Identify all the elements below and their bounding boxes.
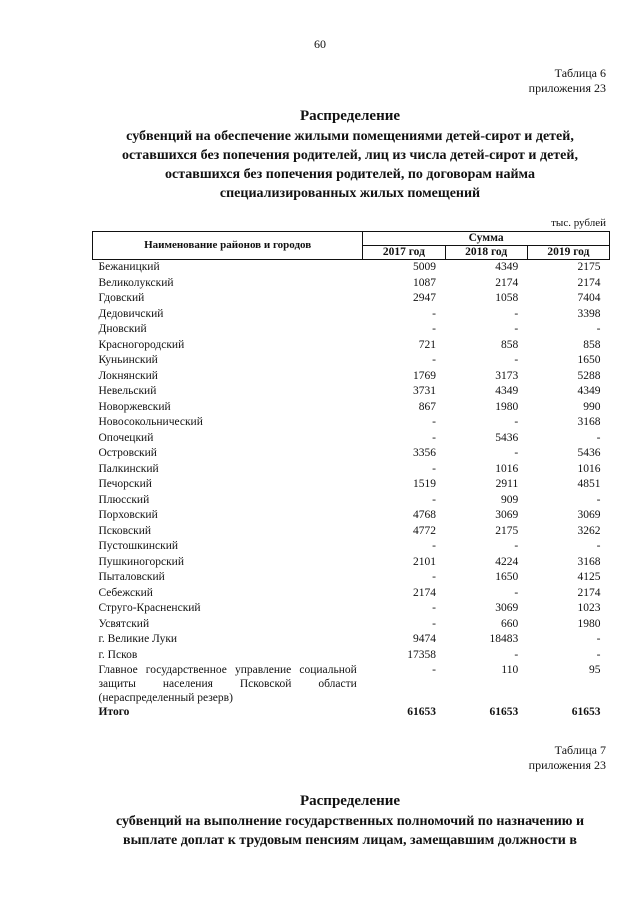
- table6-heading-line3: оставшихся без попечения родителей, по договорам найма: [165, 167, 535, 182]
- table6-heading: [80, 107, 620, 203]
- table-row: [93, 663, 610, 705]
- value-2017: 2101: [413, 555, 436, 568]
- value-2017: 4768: [413, 509, 436, 521]
- district-name: Псковский: [98, 524, 152, 537]
- value-2019: 3398: [577, 307, 601, 320]
- value-2017: 1519: [413, 478, 436, 490]
- value-2018: -: [514, 307, 519, 320]
- col-header-year-2019: 2019 год: [527, 246, 609, 260]
- value-2019: -: [596, 648, 601, 661]
- table-row: [93, 524, 610, 540]
- value-2019: 2175: [577, 261, 601, 273]
- table-row: [93, 322, 610, 338]
- table-row: [93, 446, 610, 462]
- value-2019: 990: [583, 400, 601, 413]
- value-2019: 4125: [577, 571, 601, 583]
- value-2017: -: [432, 416, 436, 428]
- value-2019: 858: [583, 338, 601, 351]
- table7-ref-line1: Таблица 7: [554, 743, 606, 757]
- value-2017: -: [432, 354, 436, 366]
- table-row: [93, 601, 610, 617]
- table-row: [93, 276, 610, 292]
- table7-title: Распределение: [299, 793, 401, 809]
- value-2019: 3168: [577, 416, 601, 428]
- value-2018: -: [514, 540, 519, 552]
- value-2018: 1980: [495, 400, 519, 413]
- value-2018: 1016: [495, 462, 519, 475]
- district-name: Плюсский: [98, 493, 150, 506]
- value-2018: -: [514, 586, 519, 599]
- district-name: г. Псков: [98, 648, 138, 661]
- value-2018: 2175: [495, 524, 519, 537]
- district-name: Островский: [98, 447, 157, 459]
- value-2018: 1650: [495, 571, 519, 583]
- col-header-sum: Сумма: [363, 232, 610, 246]
- table6-title: Распределение: [299, 108, 401, 124]
- table-row: [93, 338, 610, 354]
- value-2017: -: [432, 571, 436, 583]
- value-2018: 4349: [495, 385, 519, 397]
- value-2019: -: [596, 540, 601, 552]
- value-2019: 1023: [577, 602, 601, 614]
- value-2018: 2174: [495, 276, 519, 289]
- value-2018: -: [514, 323, 519, 335]
- table7-heading-line2: выплате доплат к трудовым пенсиям лицам, замещавшим должности в: [123, 833, 577, 848]
- value-2019: 4851: [577, 478, 601, 490]
- table7-heading: [80, 792, 620, 850]
- table-row: [93, 462, 610, 478]
- value-2017: 1087: [413, 276, 436, 289]
- district-name: Усвятский: [98, 617, 150, 630]
- value-2017: 721: [418, 338, 436, 351]
- value-2019: 2174: [577, 276, 601, 289]
- value-2018: 858: [500, 338, 519, 351]
- table-total-row: [93, 705, 610, 721]
- value-2018: -: [514, 416, 519, 428]
- value-2017: 2174: [413, 586, 436, 599]
- value-2018: 660: [500, 617, 519, 630]
- table-row: [93, 570, 610, 586]
- district-name: Пустошкинский: [98, 540, 179, 552]
- table-row: [93, 353, 610, 369]
- value-2017: -: [432, 602, 436, 614]
- col-header-name: Наименование районов и городов: [93, 232, 363, 260]
- value-2018: 3173: [495, 369, 519, 382]
- value-2017: 17358: [407, 648, 436, 661]
- district-name: Пыталовский: [98, 571, 165, 583]
- table-body: [93, 260, 610, 721]
- district-name: Бежаницкий: [98, 261, 160, 273]
- col-header-year-2017: 2017 год: [363, 246, 445, 260]
- value-2017: -: [432, 540, 436, 552]
- district-name: Куньинский: [98, 354, 158, 366]
- table-row: [93, 555, 610, 571]
- table-row: [93, 415, 610, 431]
- value-2017: -: [432, 431, 436, 444]
- value-2019: 3168: [577, 555, 601, 568]
- value-2019: -: [596, 431, 601, 444]
- total-value-2017: 61653: [407, 706, 436, 718]
- table-row: [93, 477, 610, 493]
- table-row: [93, 493, 610, 509]
- table-row: [93, 617, 610, 633]
- value-2017: -: [432, 323, 436, 335]
- district-name: Красногородский: [98, 338, 185, 351]
- district-name: Локнянский: [98, 369, 158, 382]
- value-2017: -: [432, 617, 436, 630]
- table-row: [93, 586, 610, 602]
- district-name: Дновский: [98, 323, 147, 335]
- value-2018: 3069: [495, 509, 519, 521]
- district-name: Печорский: [98, 478, 152, 490]
- value-2019: 4349: [577, 385, 601, 397]
- table6-ref-line1: Таблица 6: [554, 66, 606, 80]
- value-2019: 1650: [577, 354, 601, 366]
- value-2017: -: [432, 664, 436, 676]
- col-header-year-2018: 2018 год: [445, 246, 527, 260]
- table-row: [93, 369, 610, 385]
- value-2019: 5288: [577, 369, 601, 382]
- value-2017: 1769: [413, 369, 436, 382]
- value-2019: -: [596, 493, 601, 506]
- table7-reference: [529, 743, 606, 773]
- units-label: тыс. рублей: [551, 217, 606, 229]
- district-name: Невельский: [98, 385, 157, 397]
- value-2019: 5436: [577, 447, 601, 459]
- table6-heading-line2: оставшихся без попечения родителей, лиц из числа детей-сирот и детей,: [122, 148, 578, 163]
- value-2017: 3356: [413, 447, 436, 459]
- district-name: Великолукский: [98, 276, 174, 289]
- table-row: [93, 632, 610, 648]
- value-2019: 3262: [577, 524, 601, 537]
- value-2018: -: [514, 648, 519, 661]
- district-name: Порховский: [98, 509, 158, 521]
- value-2019: -: [596, 633, 601, 645]
- district-name: Новосокольнический: [98, 416, 203, 428]
- value-2019: 2174: [577, 586, 601, 599]
- district-name: Пушкиногорский: [98, 555, 184, 568]
- value-2017: 5009: [413, 261, 436, 273]
- value-2018: 18483: [489, 633, 519, 645]
- value-2018: 3069: [495, 602, 519, 614]
- value-2019: 7404: [577, 292, 601, 304]
- total-label: Итого: [98, 706, 130, 718]
- table6-heading-line4: специализированных жилых помещений: [219, 186, 481, 201]
- table-row: [93, 291, 610, 307]
- value-2017: 4772: [413, 524, 436, 537]
- district-name: Дедовичский: [98, 307, 164, 320]
- value-2018: 110: [501, 664, 519, 676]
- value-2019: 95: [589, 664, 601, 676]
- table-row: [93, 384, 610, 400]
- value-2019: -: [596, 323, 601, 335]
- table-row: [93, 648, 610, 664]
- value-2019: 1980: [577, 617, 601, 630]
- table-row: [93, 400, 610, 416]
- value-2019: 1016: [577, 462, 601, 475]
- value-2017: -: [432, 307, 436, 320]
- table6-reference: [529, 66, 606, 96]
- table7-ref-line2: приложения 23: [528, 758, 606, 772]
- district-name: Главное государственное управление социальной защиты населения Псковской области (нераспределенный резерв): [98, 664, 357, 704]
- district-name: Новоржевский: [98, 400, 171, 413]
- page-number: 60: [314, 37, 326, 51]
- value-2017: 3731: [413, 385, 436, 397]
- value-2017: -: [432, 493, 436, 506]
- value-2017: 867: [418, 400, 436, 413]
- total-value-2019: 61653: [571, 706, 601, 718]
- table-row: [93, 307, 610, 323]
- table6-heading-line1: субвенций на обеспечение жилыми помещениями детей-сирот и детей,: [126, 129, 574, 144]
- value-2018: 5436: [495, 431, 519, 444]
- value-2019: 3069: [577, 509, 601, 521]
- value-2017: -: [432, 462, 436, 475]
- table-row: [93, 431, 610, 447]
- value-2018: 4349: [495, 261, 519, 273]
- table-row: [93, 260, 610, 276]
- value-2018: 909: [500, 493, 519, 506]
- value-2018: -: [514, 447, 519, 459]
- value-2018: 4224: [495, 555, 519, 568]
- value-2018: 1058: [495, 292, 519, 304]
- district-name: Палкинский: [98, 462, 159, 475]
- district-name: Струго-Красненский: [98, 602, 201, 614]
- value-2017: 2947: [413, 292, 436, 304]
- value-2017: 9474: [413, 633, 436, 645]
- table6-ref-line2: приложения 23: [528, 81, 606, 95]
- district-name: г. Великие Луки: [98, 633, 178, 645]
- district-name: Гдовский: [98, 292, 145, 304]
- total-value-2018: 61653: [489, 706, 519, 718]
- value-2018: 2911: [495, 478, 519, 490]
- table-row: [93, 508, 610, 524]
- table7-heading-line1: субвенций на выполнение государственных полномочий по назначению и: [115, 814, 585, 829]
- value-2018: -: [514, 354, 519, 366]
- subvention-table: [92, 231, 610, 721]
- district-name: Опочецкий: [98, 431, 154, 444]
- district-name: Себежский: [98, 586, 153, 599]
- table-row: [93, 539, 610, 555]
